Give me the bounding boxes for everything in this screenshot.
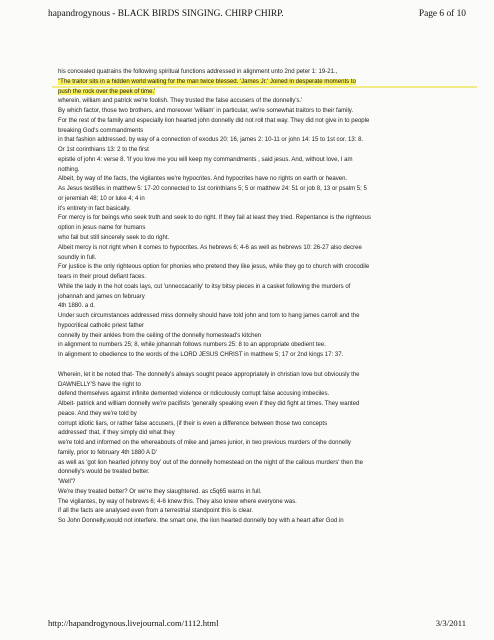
text-line: 'Well'?: [58, 479, 76, 486]
text-line: In alignment to obedience to the words of the LORD JESUS CHRIST in matthew 5; 17 or 2nd kings 17: 37.: [58, 352, 344, 359]
text-line: family, prior to february 4th 1880 A D': [58, 449, 157, 456]
text-line: For mercy is for beings who seek truth and seek to do right. If they fail at least they tried. Repentance is the righteous: [58, 215, 371, 222]
text-line: defend themselves against infinite demented violence or ridiculously corrupt false accusing imbeciles.: [58, 391, 330, 398]
text-line: For justice is the only righteous option for phonies who pretend they like jesus, while they go to church with crocodile: [58, 264, 370, 271]
article-body: [58, 68, 474, 527]
text-line: or jeremiah 48; 10 or luke 4; 4 in: [58, 195, 145, 202]
text-line: So John Donnelly,would not interfere. the smart one, the lion hearted donnelly boy with a heart after God in: [58, 518, 344, 525]
text-line: The vigilantes, by way of hebrews 6; 4-6 knew this. They also knew where everyone was.: [58, 498, 297, 505]
text-line: Or 1st corinthians 13: 2 to the first: [58, 147, 149, 154]
text-line: Albeit, by way of the facts, the vigilantes we're hypocrites. And hypocrites have no rights on earth or heaven.: [58, 176, 348, 183]
text-line: epistle of john 4: verse 8. 'If you love me you will keep my commandments , said jesus. And, without love, I am: [58, 156, 353, 163]
footer-date: 3/3/2011: [435, 618, 466, 628]
text-line: in alignment to numbers 25; 8, while johannah follows numbers 25: 8 to an appropriate obedient tee.: [58, 342, 326, 349]
text-line: As Jesus testifies in matthew 5: 17-20 connected to 1st corinthians 5; 5 or matthew 24: 51 or job 8, 13 or psalm 5; 5: [58, 186, 367, 193]
text-line: Under such circumstances addressed miss donnelly should have told john and tom to hang james carroll and the: [58, 313, 360, 320]
text-line: wherein, william and patrick we're foolish. They trusted the false accusers of the donnelly's.': [58, 98, 303, 105]
text-line: johannah and james on february: [58, 293, 145, 300]
text-line: breaking God's commandments: [58, 127, 144, 134]
text-line: Albeit mercy is not right when it comes to hypocrites. As hebrews 6; 4-6 as well as hebrews 10: 26-27 also decree: [58, 244, 362, 251]
text-line: tears in their proud defiant faces.: [58, 274, 147, 281]
text-line: his concealed quatrains the following spiritual functions addressed in alignment unto 2nd peter 1: 19-21.,: [58, 69, 338, 75]
text-line: soundly in full.: [58, 254, 97, 261]
highlighted-quote-line: push the rock over the peek of time.': [58, 88, 156, 95]
page-footer: [48, 618, 466, 632]
text-line: in that fashion addressed. by way of a connection of exodus 20: 16, james 2: 10-11 or john 14: 15 to 1st cor. 13: 8.: [58, 137, 364, 144]
text-line: DAWNELLY'S have the right to: [58, 381, 141, 388]
text-line: it's entirety in fact basically.: [58, 205, 131, 212]
text-line: While the lady in the hot coals lays, cut 'unneccacarily' to itsy bitsy pieces in a casket following the murders of: [58, 283, 351, 290]
text-line: if all the facts are analysed even from a terrestrial standpoint this is clear.: [58, 508, 253, 515]
footer-url: http://hapandrogynous.livejournal.com/1112.html: [48, 618, 219, 628]
header-page-number: Page 6 of 10: [418, 9, 466, 19]
text-line: Albeit- patrick and william donnelly we're pacifists 'generally speaking even if they did fight at times. They wanted: [58, 401, 360, 408]
page-header: [48, 9, 466, 25]
text-line: donnelly's would be treated better.: [58, 469, 150, 476]
text-line: connelly by their ankles from the ceiling of the donnelly homestead's kitchen: [58, 332, 262, 339]
text-line: peace. And they we're told by: [58, 410, 137, 417]
text-line: option in jesus name for humans: [58, 225, 146, 232]
highlighted-quote-line: "The traitor sits in a hidden world waiting for the man twice blessed. 'James Jr.' Joined in desperate moments to: [58, 78, 356, 85]
text-line: By which factor, those two brothers, and moreover 'william' in particular, we're somewhat traitors to their family.: [58, 108, 354, 115]
text-line: nothing.: [58, 166, 80, 173]
text-line: hypocritical catholic priest father: [58, 322, 145, 329]
highlighter-underline: [52, 86, 477, 88]
header-title: hapandrogynous - BLACK BIRDS SINGING. CHIRP CHIRP.: [48, 9, 284, 19]
text-line: Wherein, let it be noted that- The donnelly's always sought peace appropriately in christian love but obviously the: [58, 371, 360, 378]
paragraph-gap: [58, 361, 474, 371]
text-line: We're they treated better? Or we're they slaughtered. as c5q65 warns in full.: [58, 488, 262, 495]
text-line: who fail but still sincerely seek to do right.: [58, 235, 170, 242]
text-line: addressed' that, if they simply did what they: [58, 430, 175, 437]
text-line: corrupt idiotic liars, or rather false accusers, {if their is even a difference between those two concepts: [58, 420, 328, 427]
text-line: we're told and informed on the whereabouts of mike and james junior, in two previous murders of the donnelly: [58, 440, 351, 447]
text-line: For the rest of the family and especially lion hearted john donnelly did not roll that way. They did not give in to people: [58, 117, 370, 124]
text-line: as well as 'got lion hearted johnny boy' out of the donnelly homestead on the night of the callous murders' then the: [58, 459, 363, 466]
text-line: 4th 1880. a d.: [58, 303, 95, 310]
